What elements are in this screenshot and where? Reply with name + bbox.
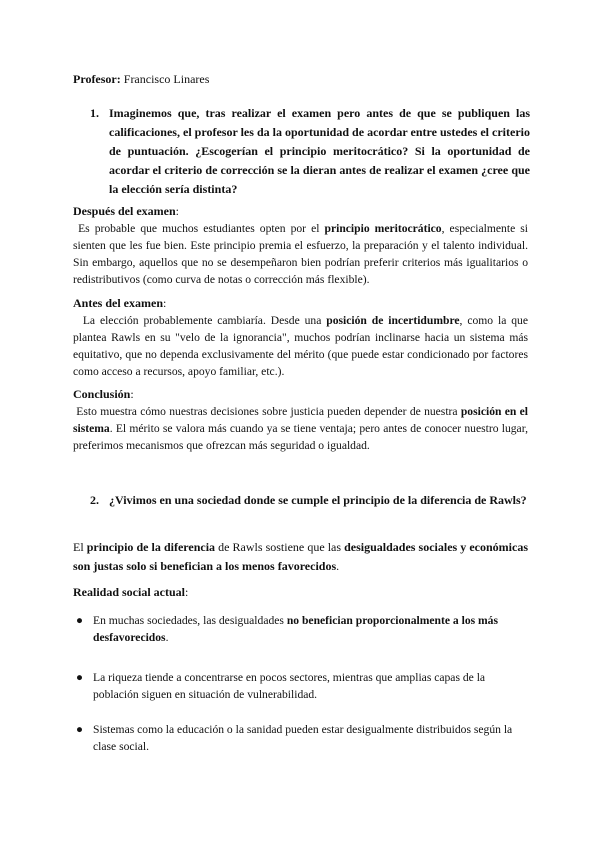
despues-bold-1: principio meritocrático [324,222,442,235]
despues-text-2: , especialmente si sienten que les fue bien. Este principio premia el esfuerzo, la preparación y el talento individual. Sin embargo, aquellos que no se desempeñaron bien podrían preferir criterios más igualitarios o redistributivos (como curva de notas o corrección más flexible). [73,222,529,286]
question-2-number: 2. [90,493,99,507]
bullet-icon: ● [76,671,84,684]
realidad-heading: Realidad social actual [73,585,186,599]
antes-heading-line: Antes del examen: [73,296,167,310]
conclusion-bold-1: posición en el sistema [73,405,528,435]
section-despues [73,203,528,288]
diferencia-text-2: de Rawls sostiene que las [215,540,345,554]
antes-text-2: , como la que plantea Rawls en su "velo de la ignorancia", muchos podrían inclinarse hacia un sistema más equitativo, que no dependa exclusivamente del mérito (que puede estar condicionado por factores como acceso a recursos, apoyo familiar, etc.). [73,314,528,378]
antes-bold-1: posición de incertidumbre [326,314,460,327]
realidad-heading-line: Realidad social actual: [73,585,189,599]
despues-heading-line: Después del examen: [73,204,180,218]
diferencia-bold-2: desigualdades sociales y económicas son justas solo si benefician a los menos favorecidos [73,540,528,573]
conclusion-heading-line: Conclusión: [73,387,134,401]
diferencia-bold-1: principio de la diferencia [86,540,216,554]
professor-line [73,71,528,88]
bullet-1-post: . [165,631,169,644]
question-2 [90,491,530,510]
section-conclusion [73,386,528,454]
conclusion-paragraph [73,403,528,454]
diferencia-paragraph [73,538,528,576]
bullet-2-text: La riqueza tiende a concentrarse en pocos sectores, mientras que amplias capas de la población siguen en situación de vulnerabilidad. [93,671,486,701]
question-1 [90,104,530,199]
bullet-1-text: En muchas sociedades, las desigualdades [93,614,287,627]
conclusion-text-1: Esto muestra cómo nuestras decisiones sobre justicia pueden depender de nuestra [76,405,461,418]
antes-paragraph [73,312,528,380]
diferencia-text-3: . [336,559,340,573]
despues-heading: Después del examen [73,204,176,218]
professor-name: Francisco Linares [123,72,210,86]
antes-heading: Antes del examen [73,296,163,310]
question-2-text: ¿Vivimos en una sociedad donde se cumple el principio de la diferencia de Rawls? [109,493,527,507]
conclusion-text-2: . El mérito se valora más cuando ya se tiene ventaja; pero antes de conocer nuestro lugar, preferimos mecanismos que ofrezcan más seguridad o igualdad. [73,422,528,452]
bullet-3-text: Sistemas como la educación o la sanidad pueden estar desigualmente distribuidos según la clase social. [93,723,513,753]
question-1-number: 1. [90,106,99,120]
list-item [73,612,523,646]
list-item [73,721,523,755]
bullet-icon: ● [76,614,84,627]
bullet-icon: ● [76,723,84,736]
question-1-text: Imaginemos que, tras realizar el examen pero antes de que se publiquen las calificaciones, el profesor les da la oportunidad de acordar entre ustedes el criterio de puntuación. ¿Escogerían el principio meritocrático? Si la oportunidad de acordar el criterio de corrección se la dieran antes de realizar el examen ¿cree que la elección sería distinta? [109,106,530,196]
conclusion-heading: Conclusión [73,387,131,401]
section-antes [73,295,528,380]
realidad-list [73,612,523,755]
professor-label: Profesor: [73,72,121,86]
bullet-1-bold: no benefician proporcionalmente a los más desfavorecidos [93,614,498,644]
list-item [73,669,523,703]
antes-text-1: La elección probablemente cambiaría. Desde una [82,314,327,327]
despues-text-1: Es probable que muchos estudiantes opten por el [78,222,325,235]
diferencia-text-1: El [73,540,87,554]
despues-paragraph [73,220,528,288]
